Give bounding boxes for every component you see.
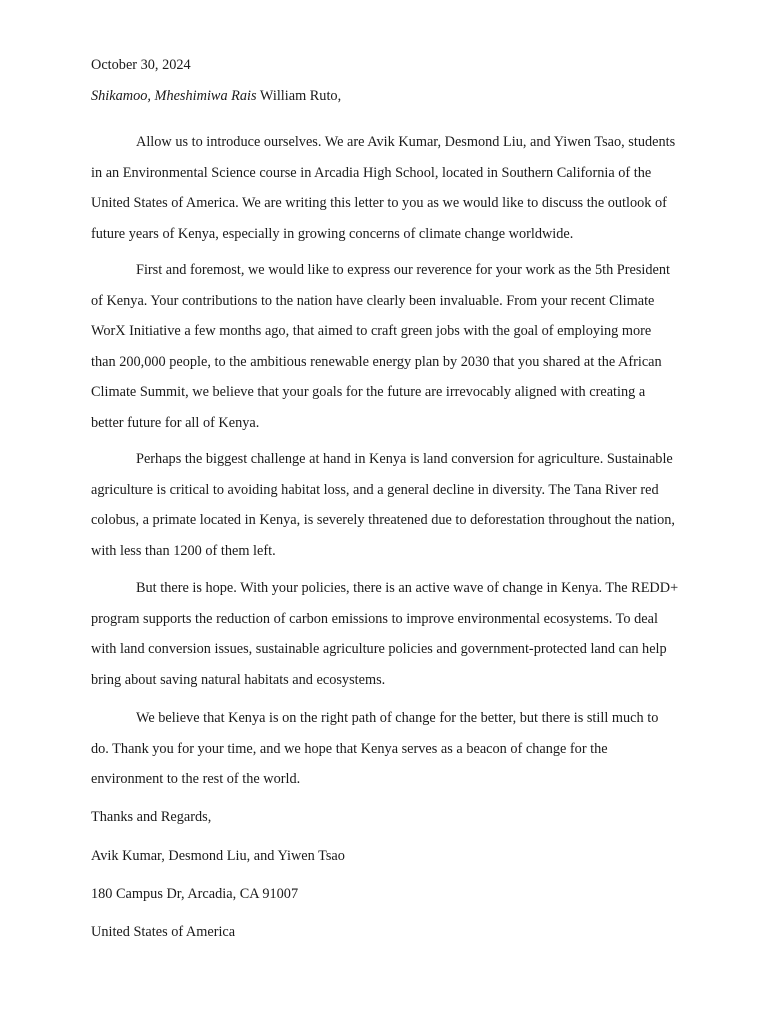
salutation-addressee: William Ruto, [256,88,342,104]
letter-date: October 30, 2024 [91,57,191,73]
address-country-line: United States of America [91,924,236,940]
body-paragraph-hope: But there is hope. With your policies, there is an active wave of change in Kenya. The REDD+ program supports the reduction of carbon emissions to improve environmental ecosystems. To deal with land conversion issues, sustainable agriculture policies and government-protected land can help bring about saving natural habitats and ecosystems. [91,580,679,688]
body-paragraph-reverence: First and foremost, we would like to express our reverence for your work as the 5th President of Kenya. Your contributions to the nation have clearly been invaluable. From your recent Climate WorX Initiative a few months ago, that aimed to craft green jobs with the goal of employing more than 200,000 people, to the ambitious renewable energy plan by 2030 that you shared at the African Climate Summit, we believe that your goals for the future are irrevocably aligned with creating a better future for all of Kenya. [91,262,671,431]
body-paragraph-challenge: Perhaps the biggest challenge at hand in Kenya is land conversion for agriculture. Sustainable agriculture is critical to avoiding habitat loss, and a general decline in diversity. The Tana River red colobus, a primate located in Kenya, is severely threatened due to deforestation throughout the nation, with less than 1200 of them left. [91,451,676,559]
letter-closing: Thanks and Regards, [91,809,212,825]
address-street-line: 180 Campus Dr, Arcadia, CA 91007 [91,886,299,902]
salutation-greeting: Shikamoo, Mheshimiwa Rais [91,88,257,104]
body-paragraph-conclusion: We believe that Kenya is on the right path of change for the better, but there is still much to do. Thank you for your time, and we hope that Kenya serves as a beacon of change for the environment to the rest of the world. [91,710,659,788]
letter-salutation [91,81,679,112]
letter-signature: Avik Kumar, Desmond Liu, and Yiwen Tsao [91,848,345,864]
body-paragraph-introduction: Allow us to introduce ourselves. We are Avik Kumar, Desmond Liu, and Yiwen Tsao, students in an Environmental Science course in Arcadia High School, located in Southern California of the United States of America. We are writing this letter to you as we would like to discuss the outlook of future years of Kenya, especially in growing concerns of climate change worldwide. [91,134,676,242]
